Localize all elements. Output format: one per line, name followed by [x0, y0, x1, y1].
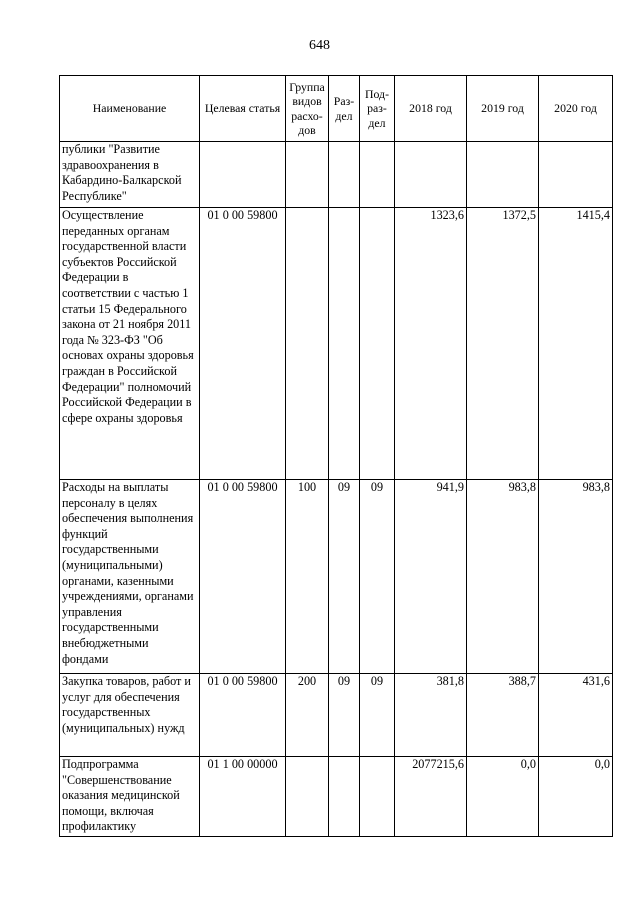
header-target: Целевая статья — [200, 76, 286, 142]
row-section: 09 — [329, 480, 360, 674]
row-2019 — [467, 142, 539, 208]
row-2018: 381,8 — [395, 674, 467, 757]
row-subsection — [360, 142, 395, 208]
row-section — [329, 208, 360, 480]
row-section — [329, 757, 360, 837]
row-subsection: 09 — [360, 674, 395, 757]
table-row — [60, 208, 613, 480]
row-subsection — [360, 208, 395, 480]
row-target: 01 0 00 59800 — [200, 208, 286, 480]
budget-table — [59, 75, 613, 837]
row-section — [329, 142, 360, 208]
page-number: 648 — [309, 38, 330, 53]
row-section: 09 — [329, 674, 360, 757]
row-target: 01 0 00 59800 — [200, 674, 286, 757]
row-2019: 388,7 — [467, 674, 539, 757]
row-2018: 941,9 — [395, 480, 467, 674]
header-2020: 2020 год — [539, 76, 613, 142]
row-name: Расходы на выплаты персоналу в целях обеспечения выполнения функций государственными (муниципальными) органами, казенными учреждениями, органами управления государственными внебюджетными фондами — [60, 480, 200, 674]
row-2019: 1372,5 — [467, 208, 539, 480]
row-2018 — [395, 142, 467, 208]
row-group — [286, 142, 329, 208]
row-name: публики "Развитие здравоохранения в Кабардино-Балкарской Республике" — [60, 142, 200, 208]
header-subsection: Под-раз-дел — [360, 76, 395, 142]
table-row — [60, 480, 613, 674]
row-2020: 431,6 — [539, 674, 613, 757]
row-2020: 1415,4 — [539, 208, 613, 480]
row-name: Закупка товаров, работ и услуг для обеспечения государственных (муниципальных) нужд — [60, 674, 200, 757]
row-2018: 2077215,6 — [395, 757, 467, 837]
row-2020: 983,8 — [539, 480, 613, 674]
row-group — [286, 757, 329, 837]
table-row — [60, 757, 613, 837]
header-section: Раз-дел — [329, 76, 360, 142]
row-2018: 1323,6 — [395, 208, 467, 480]
table-row — [60, 674, 613, 757]
row-2020: 0,0 — [539, 757, 613, 837]
row-group — [286, 208, 329, 480]
header-2019: 2019 год — [467, 76, 539, 142]
row-2019: 983,8 — [467, 480, 539, 674]
row-group: 100 — [286, 480, 329, 674]
row-target: 01 0 00 59800 — [200, 480, 286, 674]
row-subsection — [360, 757, 395, 837]
row-subsection: 09 — [360, 480, 395, 674]
row-name: Подпрограмма "Совершенствование оказания медицинской помощи, включая профилактику — [60, 757, 200, 837]
header-2018: 2018 год — [395, 76, 467, 142]
row-target: 01 1 00 00000 — [200, 757, 286, 837]
table-row — [60, 142, 613, 208]
row-name: Осуществление переданных органам государственной власти субъектов Российской Федерации в соответствии с частью 1 статьи 15 Федерального закона от 21 ноября 2011 года № 323-ФЗ "Об основах охраны здоровья граждан в Российской Федерации" полномочий Российской Федерации в сфере охраны здоровья — [60, 208, 200, 480]
row-target — [200, 142, 286, 208]
row-2020 — [539, 142, 613, 208]
row-group: 200 — [286, 674, 329, 757]
header-group: Группа видов расхо-дов — [286, 76, 329, 142]
row-2019: 0,0 — [467, 757, 539, 837]
table-header-row — [60, 76, 613, 142]
header-name: Наименование — [60, 76, 200, 142]
